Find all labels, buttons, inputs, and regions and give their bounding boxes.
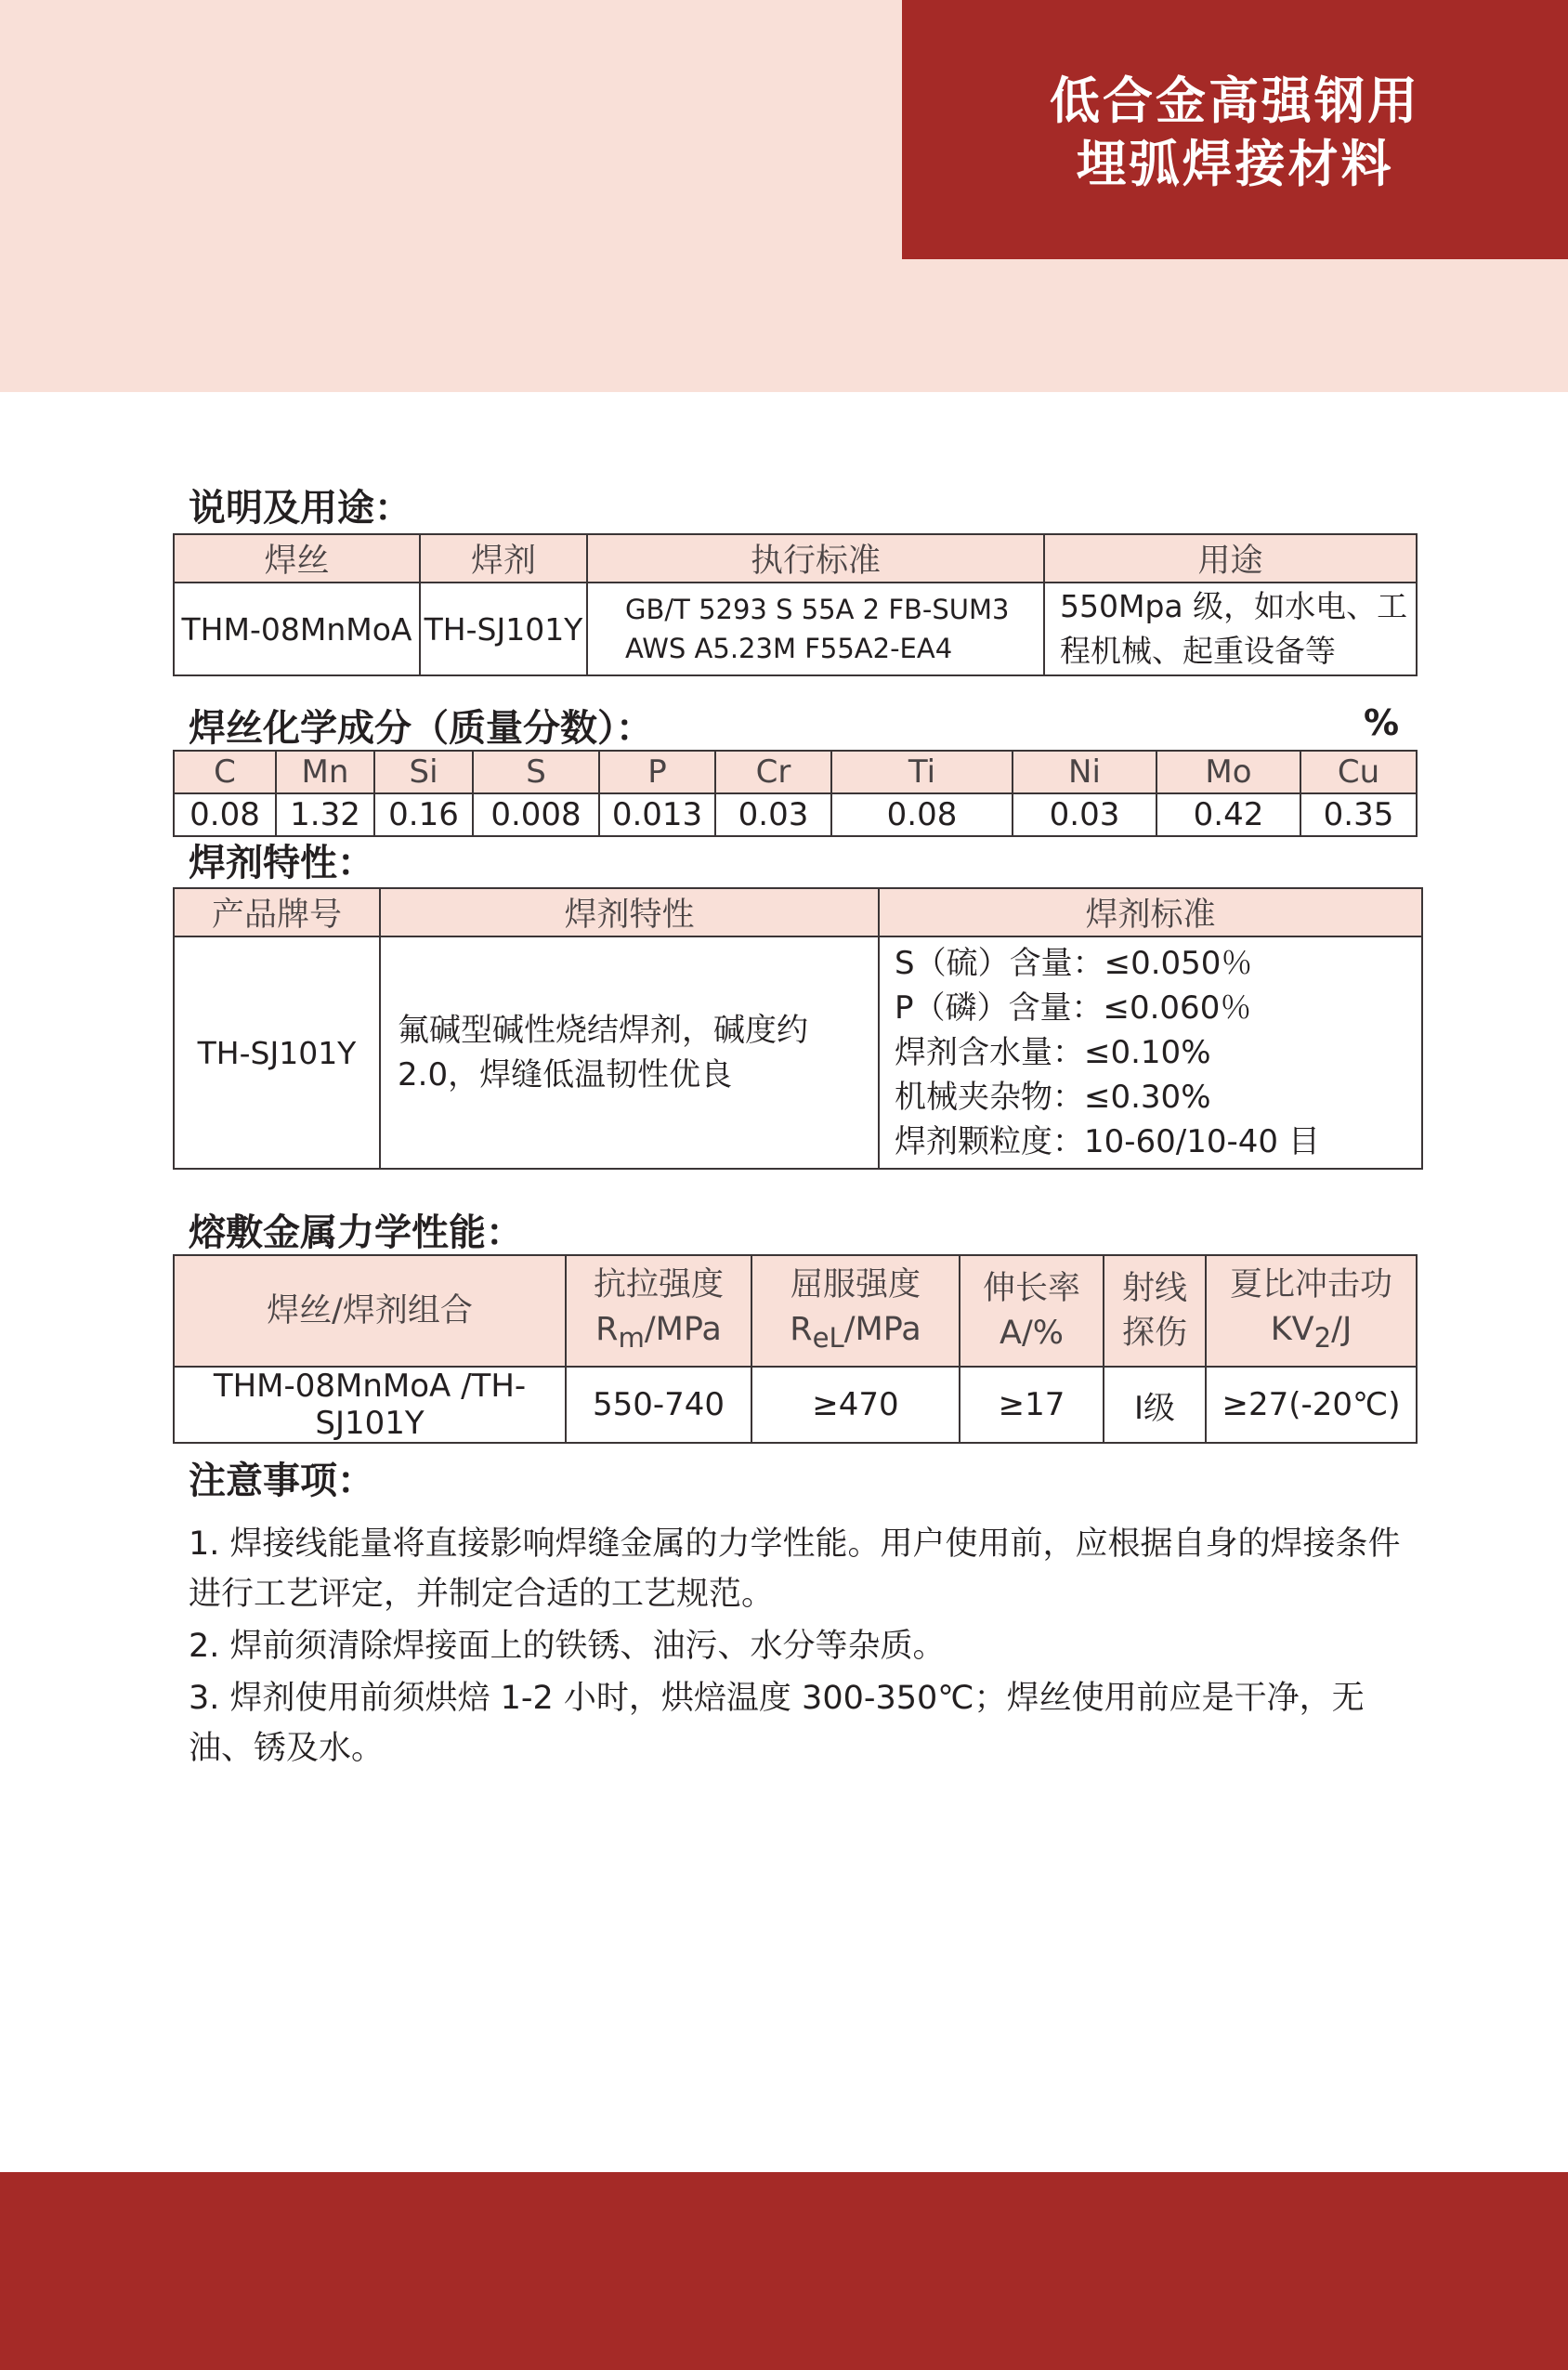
value-p: 0.013 (599, 793, 715, 836)
standard-phosphorus: P（磷）含量：≤0.060％ (895, 989, 1252, 1027)
col-header-impact (1206, 1255, 1417, 1367)
chemistry-table (173, 750, 1418, 837)
impact-label: 夏比冲击功 (1229, 1265, 1392, 1303)
col-header-standard: 执行标准 (587, 534, 1044, 583)
yield-label: 屈服强度 (790, 1265, 921, 1303)
value-cr: 0.03 (715, 793, 831, 836)
page-title-line2: 埋弧焊接材料 (1076, 134, 1394, 193)
note-item-1: 1. 焊接线能量将直接影响焊缝金属的力学性能。用户使用前，应根据自身的焊接条件进行工艺评定，并制定合适的工艺规范。 (189, 1525, 1401, 1613)
col-header-flux: 焊剂 (420, 534, 587, 583)
col-header-tensile (566, 1255, 751, 1367)
unit-label: % (1364, 702, 1400, 743)
flux-properties-table (173, 887, 1423, 1170)
element-ni: Ni (1013, 751, 1156, 793)
radiography-value: Ⅰ级 (1104, 1367, 1206, 1443)
element-ti: Ti (831, 751, 1013, 793)
col-header-wire: 焊丝 (174, 534, 420, 583)
value-mn: 1.32 (276, 793, 374, 836)
element-c: C (174, 751, 276, 793)
tensile-unit: $R_m$/MPa (595, 1310, 722, 1354)
col-header-elongation (960, 1255, 1104, 1367)
elongation-label: 伸长率 (982, 1270, 1080, 1307)
usage-table (173, 533, 1418, 676)
element-mn: Mn (276, 751, 374, 793)
col-header-flux-standard: 焊剂标准 (879, 888, 1422, 936)
tensile-label: 抗拉强度 (593, 1265, 724, 1303)
element-cr: Cr (715, 751, 831, 793)
col-header-properties: 焊剂特性 (380, 888, 879, 936)
wire-cell: THM-08MnMoA (174, 583, 420, 675)
element-s: S (473, 751, 599, 793)
usage-line-1: 550Mpa 级，如水电、工 (1060, 588, 1408, 624)
value-cu: 0.35 (1300, 793, 1417, 836)
elongation-value: ≥17 (960, 1367, 1104, 1443)
standard-moisture: 焊剂含水量：≤0.10% (895, 1034, 1211, 1071)
standard-granularity: 焊剂颗粒度：10-60/10-40 目 (895, 1123, 1320, 1160)
col-header-combination: 焊丝/焊剂组合 (174, 1255, 566, 1367)
footer-band (0, 2172, 1568, 2370)
usage-cell (1044, 583, 1417, 675)
flux-standard-list (879, 936, 1422, 1169)
flux-description: 氟碱型碱性烧结焊剂，碱度约2.0，焊缝低温韧性优良 (380, 936, 879, 1169)
value-mo: 0.42 (1156, 793, 1300, 836)
flux-cell: TH-SJ101Y (420, 583, 587, 675)
usage-line-2: 程机械、起重设备等 (1060, 633, 1336, 669)
section-heading-usage: 说明及用途： (189, 487, 412, 530)
value-s: 0.008 (473, 793, 599, 836)
standard-line-aws: AWS A5.23M F55A2-EA4 (625, 633, 953, 664)
note-item-3: 3. 焊剂使用前须烘焙 1-2 小时，烘焙温度 300-350℃；焊丝使用前应是干净，无油、锈及水。 (189, 1680, 1365, 1767)
page-title-line1: 低合金高强钢用 (1050, 71, 1420, 130)
element-mo: Mo (1156, 751, 1300, 793)
section-heading-chemistry: 焊丝化学成分（质量分数）： (189, 707, 653, 750)
mechanical-table (173, 1254, 1418, 1444)
value-ni: 0.03 (1013, 793, 1156, 836)
standard-sulfur: S（硫）含量：≤0.050％ (895, 945, 1253, 982)
impact-unit: $KV_2/J$ (1270, 1310, 1352, 1354)
elongation-unit: A/% (1000, 1315, 1064, 1352)
yield-value: ≥470 (751, 1367, 960, 1443)
value-ti: 0.08 (831, 793, 1013, 836)
element-si: Si (374, 751, 473, 793)
standard-inclusions: 机械夹杂物：≤0.30% (895, 1079, 1211, 1116)
element-cu: Cu (1300, 751, 1417, 793)
section-heading-notes: 注意事项： (189, 1460, 374, 1502)
section-heading-mechanical: 熔敷金属力学性能： (189, 1211, 523, 1254)
section-heading-flux: 焊剂特性： (189, 842, 374, 884)
value-si: 0.16 (374, 793, 473, 836)
col-header-usage: 用途 (1044, 534, 1417, 583)
radiography-label-1: 射线 (1121, 1270, 1187, 1307)
title-box (902, 0, 1568, 259)
element-p: P (599, 751, 715, 793)
notes-list (189, 1519, 1424, 1775)
tensile-value: 550-740 (566, 1367, 751, 1443)
radiography-label-2: 探伤 (1121, 1315, 1187, 1352)
combination-cell: THM-08MnMoA /TH-SJ101Y (174, 1367, 566, 1443)
col-header-brand: 产品牌号 (174, 888, 380, 936)
col-header-yield (751, 1255, 960, 1367)
yield-unit: $R_{eL}$/MPa (790, 1310, 921, 1354)
standard-cell (587, 583, 1044, 675)
value-c: 0.08 (174, 793, 276, 836)
impact-value: ≥27(-20℃) (1206, 1367, 1417, 1443)
brand-cell: TH-SJ101Y (174, 936, 380, 1169)
standard-line-gb: GB/T 5293 S 55A 2 FB-SUM3 (625, 594, 1010, 625)
note-item-2: 2. 焊前须清除焊接面上的铁锈、油污、水分等杂质。 (189, 1628, 946, 1665)
col-header-radiography (1104, 1255, 1206, 1367)
